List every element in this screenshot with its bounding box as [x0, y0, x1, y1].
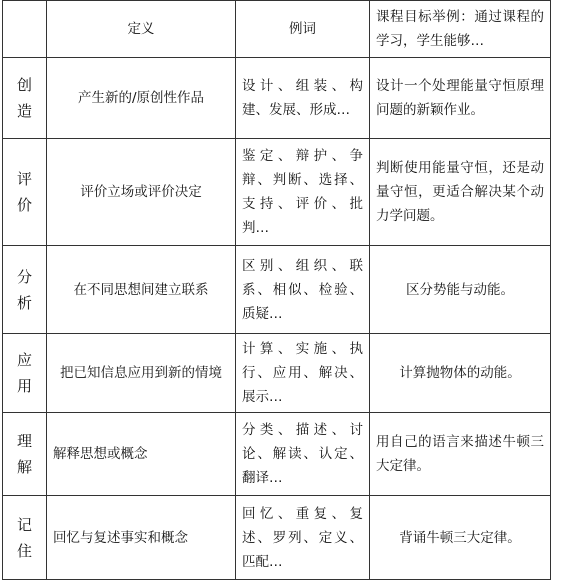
- header-example: 课程目标举例：通过课程的学习，学生能够…: [370, 1, 551, 58]
- table-row: [3, 139, 551, 246]
- table-row: [3, 246, 551, 334]
- level-char: 价: [16, 196, 32, 214]
- definition-cell: 把已知信息应用到新的情境: [47, 334, 236, 413]
- level-cell: [3, 58, 47, 139]
- example-cell: 计算抛物体的动能。: [370, 334, 551, 413]
- level-char: 分: [16, 267, 32, 286]
- level-char: 析: [16, 293, 32, 312]
- verbs-cell: 区别、组织、联系、相似、检验、质疑…: [236, 246, 370, 334]
- header-verbs: 例词: [236, 1, 370, 58]
- definition-cell: 回忆与复述事实和概念: [47, 496, 236, 580]
- level-cell: [3, 413, 47, 496]
- level-char: 记: [16, 515, 32, 534]
- level-char: 住: [16, 541, 32, 560]
- bloom-taxonomy-table: [2, 0, 551, 580]
- level-char: 用: [16, 377, 32, 395]
- level-char: 理: [16, 432, 32, 450]
- level-char: 造: [16, 102, 32, 120]
- definition-cell: 评价立场或评价决定: [47, 139, 236, 246]
- example-cell: 用自己的语言来描述牛顿三大定律。: [370, 413, 551, 496]
- level-cell: [3, 334, 47, 413]
- table-row: [3, 334, 551, 413]
- level-char: 解: [16, 458, 32, 476]
- example-cell: 判断使用能量守恒，还是动量守恒，更适合解决某个动力学问题。: [370, 139, 551, 246]
- level-cell: [3, 496, 47, 580]
- table-row: [3, 413, 551, 496]
- level-cell: [3, 246, 47, 334]
- example-cell: 背诵牛顿三大定律。: [370, 496, 551, 580]
- header-definition: 定义: [47, 1, 236, 58]
- table-row: [3, 496, 551, 580]
- level-char: 评: [16, 170, 32, 188]
- header-level: [3, 1, 47, 58]
- verbs-cell: 设计、组装、构建、发展、形成…: [236, 58, 370, 139]
- header-row: [3, 1, 551, 58]
- example-cell: 区分势能与动能。: [370, 246, 551, 334]
- table-row: [3, 58, 551, 139]
- verbs-cell: 鉴定、辩护、争辩、判断、选择、支持、评价、批判…: [236, 139, 370, 246]
- definition-cell: 解释思想或概念: [47, 413, 236, 496]
- level-cell: [3, 139, 47, 246]
- verbs-cell: 计算、实施、执行、应用、解决、展示…: [236, 334, 370, 413]
- level-char: 应: [16, 351, 32, 369]
- level-char: 创: [16, 76, 32, 94]
- definition-cell: 产生新的/原创性作品: [47, 58, 236, 139]
- definition-cell: 在不同思想间建立联系: [47, 246, 236, 334]
- verbs-cell: 分类、描述、讨论、解读、认定、翻译…: [236, 413, 370, 496]
- verbs-cell: 回忆、重复、复述、罗列、定义、匹配…: [236, 496, 370, 580]
- example-cell: 设计一个处理能量守恒原理问题的新颖作业。: [370, 58, 551, 139]
